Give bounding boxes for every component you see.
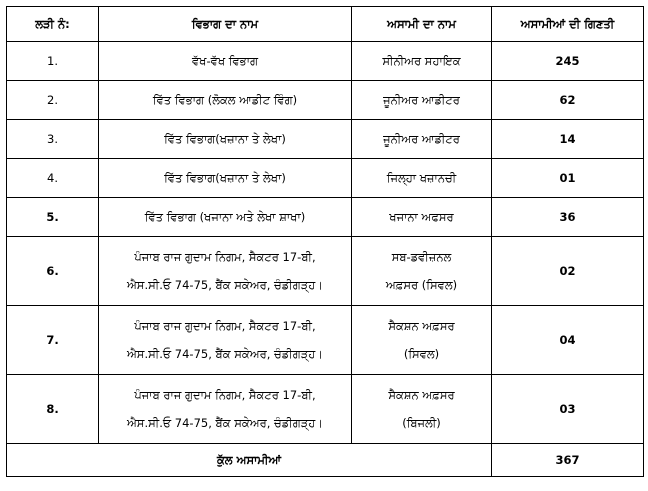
row-department <box>99 306 352 375</box>
post-line: (ਸਿਵਲ) <box>403 347 440 361</box>
row-post: ਜਿਲ੍ਹਾ ਖਜ਼ਾਨਚੀ <box>352 159 492 198</box>
row-serial: 2. <box>7 81 99 120</box>
row-department: ਵਿੱਤ ਵਿਭਾਗ (ਖਜਾਨਾ ਅਤੇ ਲੇਖਾ ਸ਼ਾਖਾ) <box>99 198 352 237</box>
row-count: 245 <box>492 42 644 81</box>
row-count: 14 <box>492 120 644 159</box>
row-serial: 7. <box>7 306 99 375</box>
row-serial: 8. <box>7 375 99 444</box>
row-post: ਜੂਨੀਅਰ ਆਡੀਟਰ <box>352 120 492 159</box>
row-department: ਵਿੱਤ ਵਿਭਾਗ(ਖਜ਼ਾਨਾ ਤੇ ਲੇਖਾ) <box>99 120 352 159</box>
row-post: ਖਜਾਨਾ ਅਫਸਰ <box>352 198 492 237</box>
row-serial: 6. <box>7 237 99 306</box>
table-header-row <box>7 7 644 42</box>
department-line: ਐਸ.ਸੀ.ਓ 74-75, ਬੈਂਕ ਸਕੇਅਰ, ਚੰਡੀਗੜ੍ਹ। <box>126 416 324 430</box>
row-post <box>352 237 492 306</box>
department-line: ਪੰਜਾਬ ਰਾਜ ਗੁਦਾਮ ਨਿਗਮ, ਸੈਕਟਰ 17-ਬੀ, <box>134 319 316 333</box>
post-line: ਸੈਕਸ਼ਨ ਅਫ਼ਸਰ <box>388 319 455 333</box>
department-line: ਐਸ.ਸੀ.ਓ 74-75, ਬੈਂਕ ਸਕੇਅਰ, ਚੰਡੀਗੜ੍ਹ। <box>126 347 324 361</box>
row-department <box>99 375 352 444</box>
post-line: ਅਫ਼ਸਰ (ਸਿਵਲ) <box>385 278 458 292</box>
header-department: ਵਿਭਾਗ ਦਾ ਨਾਮ <box>99 7 352 42</box>
department-line: ਐਸ.ਸੀ.ਓ 74-75, ਬੈਂਕ ਸਕੇਅਰ, ਚੰਡੀਗੜ੍ਹ। <box>126 278 324 292</box>
row-department: ਵਿੱਤ ਵਿਭਾਗ (ਲੋਕਲ ਆਡੀਟ ਵਿੰਗ) <box>99 81 352 120</box>
table-row <box>7 237 644 306</box>
table-row <box>7 42 644 81</box>
table-row <box>7 375 644 444</box>
post-line: ਸੈਕਸ਼ਨ ਅਫ਼ਸਰ <box>388 388 455 402</box>
post-line: (ਬਿਜਲੀ) <box>402 416 441 430</box>
row-count: 01 <box>492 159 644 198</box>
table-row <box>7 159 644 198</box>
header-post: ਅਸਾਮੀ ਦਾ ਨਾਮ <box>352 7 492 42</box>
posts-table-container <box>6 6 644 477</box>
table-row <box>7 198 644 237</box>
row-serial: 3. <box>7 120 99 159</box>
row-serial: 1. <box>7 42 99 81</box>
row-serial: 5. <box>7 198 99 237</box>
row-serial: 4. <box>7 159 99 198</box>
row-post <box>352 375 492 444</box>
department-line: ਪੰਜਾਬ ਰਾਜ ਗੁਦਾਮ ਨਿਗਮ, ਸੈਕਟਰ 17-ਬੀ, <box>134 388 316 402</box>
department-line: ਪੰਜਾਬ ਰਾਜ ਗੁਦਾਮ ਨਿਗਮ, ਸੈਕਟਰ 17-ਬੀ, <box>134 250 316 264</box>
total-row <box>7 444 644 477</box>
header-serial: ਲੜੀ ਨੰ: <box>7 7 99 42</box>
posts-table <box>6 6 644 477</box>
row-count: 02 <box>492 237 644 306</box>
row-count: 36 <box>492 198 644 237</box>
row-count: 03 <box>492 375 644 444</box>
row-post: ਜੂਨੀਅਰ ਆਡੀਟਰ <box>352 81 492 120</box>
total-label: ਕੁੱਲ ਅਸਾਮੀਆਂ <box>7 444 492 477</box>
row-department: ਵੱਖ-ਵੱਖ ਵਿਭਾਗ <box>99 42 352 81</box>
table-row <box>7 306 644 375</box>
row-count: 62 <box>492 81 644 120</box>
row-post: ਸੀਨੀਅਰ ਸਹਾਇਕ <box>352 42 492 81</box>
table-row <box>7 120 644 159</box>
header-count: ਅਸਾਮੀਆਂ ਦੀ ਗਿਣਤੀ <box>492 7 644 42</box>
table-row <box>7 81 644 120</box>
row-department <box>99 237 352 306</box>
total-count: 367 <box>492 444 644 477</box>
post-line: ਸਬ-ਡਵੀਜ਼ਨਲ <box>391 250 452 264</box>
row-count: 04 <box>492 306 644 375</box>
row-department: ਵਿੱਤ ਵਿਭਾਗ(ਖਜ਼ਾਨਾ ਤੇ ਲੇਖਾ) <box>99 159 352 198</box>
row-post <box>352 306 492 375</box>
